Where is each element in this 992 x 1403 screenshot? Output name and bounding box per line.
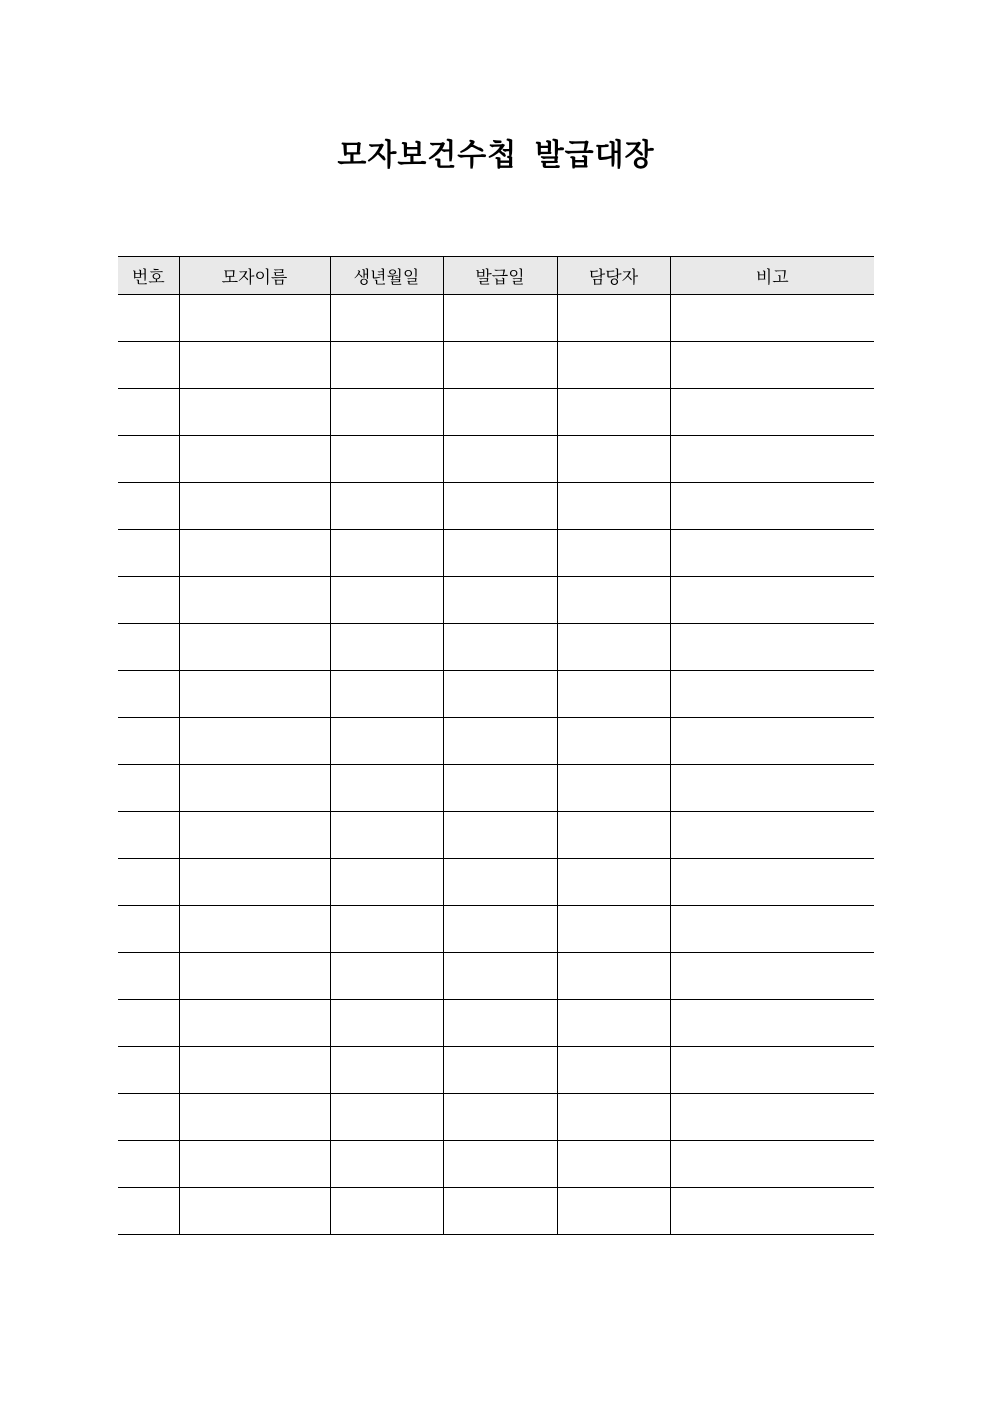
cell-number [118,765,179,812]
cell-remarks [670,953,874,1000]
cell-mother-child-name [179,389,330,436]
cell-remarks [670,624,874,671]
cell-person-in-charge [557,295,670,342]
table-row [118,1000,874,1047]
cell-mother-child-name [179,577,330,624]
cell-person-in-charge [557,953,670,1000]
cell-remarks [670,436,874,483]
cell-remarks [670,530,874,577]
cell-mother-child-name [179,953,330,1000]
cell-number [118,1188,179,1235]
cell-issue-date [443,295,557,342]
table-row [118,295,874,342]
cell-birth-date [330,765,443,812]
table-row [118,624,874,671]
cell-number [118,859,179,906]
cell-person-in-charge [557,1141,670,1188]
cell-remarks [670,1141,874,1188]
header-issue-date: 발급일 [443,257,557,295]
header-birth-date: 생년월일 [330,257,443,295]
cell-mother-child-name [179,624,330,671]
table-row [118,530,874,577]
table-row [118,953,874,1000]
cell-mother-child-name [179,671,330,718]
cell-issue-date [443,859,557,906]
cell-remarks [670,342,874,389]
cell-number [118,577,179,624]
table-row [118,1047,874,1094]
cell-issue-date [443,671,557,718]
cell-remarks [670,812,874,859]
cell-mother-child-name [179,906,330,953]
cell-number [118,1000,179,1047]
cell-person-in-charge [557,906,670,953]
issuance-ledger-table [118,256,874,1235]
cell-birth-date [330,577,443,624]
header-number: 번호 [118,257,179,295]
cell-issue-date [443,1000,557,1047]
cell-issue-date [443,624,557,671]
cell-person-in-charge [557,812,670,859]
cell-remarks [670,1047,874,1094]
cell-mother-child-name [179,342,330,389]
cell-number [118,342,179,389]
cell-mother-child-name [179,1141,330,1188]
cell-issue-date [443,1047,557,1094]
cell-person-in-charge [557,765,670,812]
cell-remarks [670,1094,874,1141]
cell-person-in-charge [557,1188,670,1235]
table-row [118,671,874,718]
cell-birth-date [330,859,443,906]
cell-mother-child-name [179,812,330,859]
cell-issue-date [443,577,557,624]
cell-remarks [670,1188,874,1235]
cell-number [118,1047,179,1094]
cell-number [118,718,179,765]
cell-birth-date [330,1188,443,1235]
cell-birth-date [330,295,443,342]
cell-person-in-charge [557,624,670,671]
table-row [118,342,874,389]
table-row [118,1188,874,1235]
cell-number [118,483,179,530]
header-person-in-charge: 담당자 [557,257,670,295]
cell-birth-date [330,718,443,765]
cell-remarks [670,483,874,530]
cell-mother-child-name [179,1188,330,1235]
cell-remarks [670,671,874,718]
cell-person-in-charge [557,1094,670,1141]
table-row [118,577,874,624]
table-row [118,389,874,436]
table-row [118,1094,874,1141]
cell-birth-date [330,1000,443,1047]
cell-remarks [670,577,874,624]
cell-issue-date [443,389,557,436]
cell-remarks [670,1000,874,1047]
cell-mother-child-name [179,718,330,765]
cell-birth-date [330,483,443,530]
cell-person-in-charge [557,389,670,436]
cell-remarks [670,295,874,342]
cell-mother-child-name [179,765,330,812]
cell-mother-child-name [179,436,330,483]
cell-person-in-charge [557,718,670,765]
cell-mother-child-name [179,859,330,906]
cell-birth-date [330,530,443,577]
cell-birth-date [330,812,443,859]
cell-mother-child-name [179,483,330,530]
cell-person-in-charge [557,671,670,718]
table-row [118,1141,874,1188]
cell-issue-date [443,765,557,812]
cell-remarks [670,906,874,953]
cell-mother-child-name [179,1094,330,1141]
cell-remarks [670,718,874,765]
cell-issue-date [443,436,557,483]
table-row [118,436,874,483]
cell-issue-date [443,953,557,1000]
cell-birth-date [330,436,443,483]
cell-issue-date [443,342,557,389]
cell-mother-child-name [179,1047,330,1094]
cell-number [118,624,179,671]
cell-issue-date [443,1188,557,1235]
cell-number [118,1141,179,1188]
cell-issue-date [443,1094,557,1141]
cell-birth-date [330,624,443,671]
cell-number [118,812,179,859]
cell-person-in-charge [557,1000,670,1047]
cell-mother-child-name [179,1000,330,1047]
document-title: 모자보건수첩 발급대장 [337,138,655,173]
cell-birth-date [330,389,443,436]
cell-number [118,953,179,1000]
cell-person-in-charge [557,436,670,483]
table-row [118,483,874,530]
cell-number [118,1094,179,1141]
table-row [118,812,874,859]
header-remarks: 비고 [670,257,874,295]
table-row [118,906,874,953]
cell-mother-child-name [179,530,330,577]
cell-person-in-charge [557,577,670,624]
cell-issue-date [443,906,557,953]
cell-remarks [670,859,874,906]
cell-birth-date [330,671,443,718]
cell-birth-date [330,906,443,953]
cell-issue-date [443,530,557,577]
cell-number [118,530,179,577]
cell-number [118,436,179,483]
cell-issue-date [443,812,557,859]
cell-person-in-charge [557,859,670,906]
cell-number [118,295,179,342]
table-header-row [118,257,874,295]
cell-birth-date [330,342,443,389]
table-row [118,718,874,765]
cell-number [118,906,179,953]
cell-person-in-charge [557,530,670,577]
header-mother-child-name: 모자이름 [179,257,330,295]
cell-person-in-charge [557,342,670,389]
cell-birth-date [330,953,443,1000]
cell-number [118,671,179,718]
cell-issue-date [443,1141,557,1188]
cell-person-in-charge [557,1047,670,1094]
cell-birth-date [330,1094,443,1141]
table-row [118,859,874,906]
cell-issue-date [443,718,557,765]
cell-mother-child-name [179,295,330,342]
cell-issue-date [443,483,557,530]
cell-person-in-charge [557,483,670,530]
cell-birth-date [330,1141,443,1188]
cell-number [118,389,179,436]
table-row [118,765,874,812]
table-body [118,295,874,1235]
cell-remarks [670,765,874,812]
cell-remarks [670,389,874,436]
cell-birth-date [330,1047,443,1094]
